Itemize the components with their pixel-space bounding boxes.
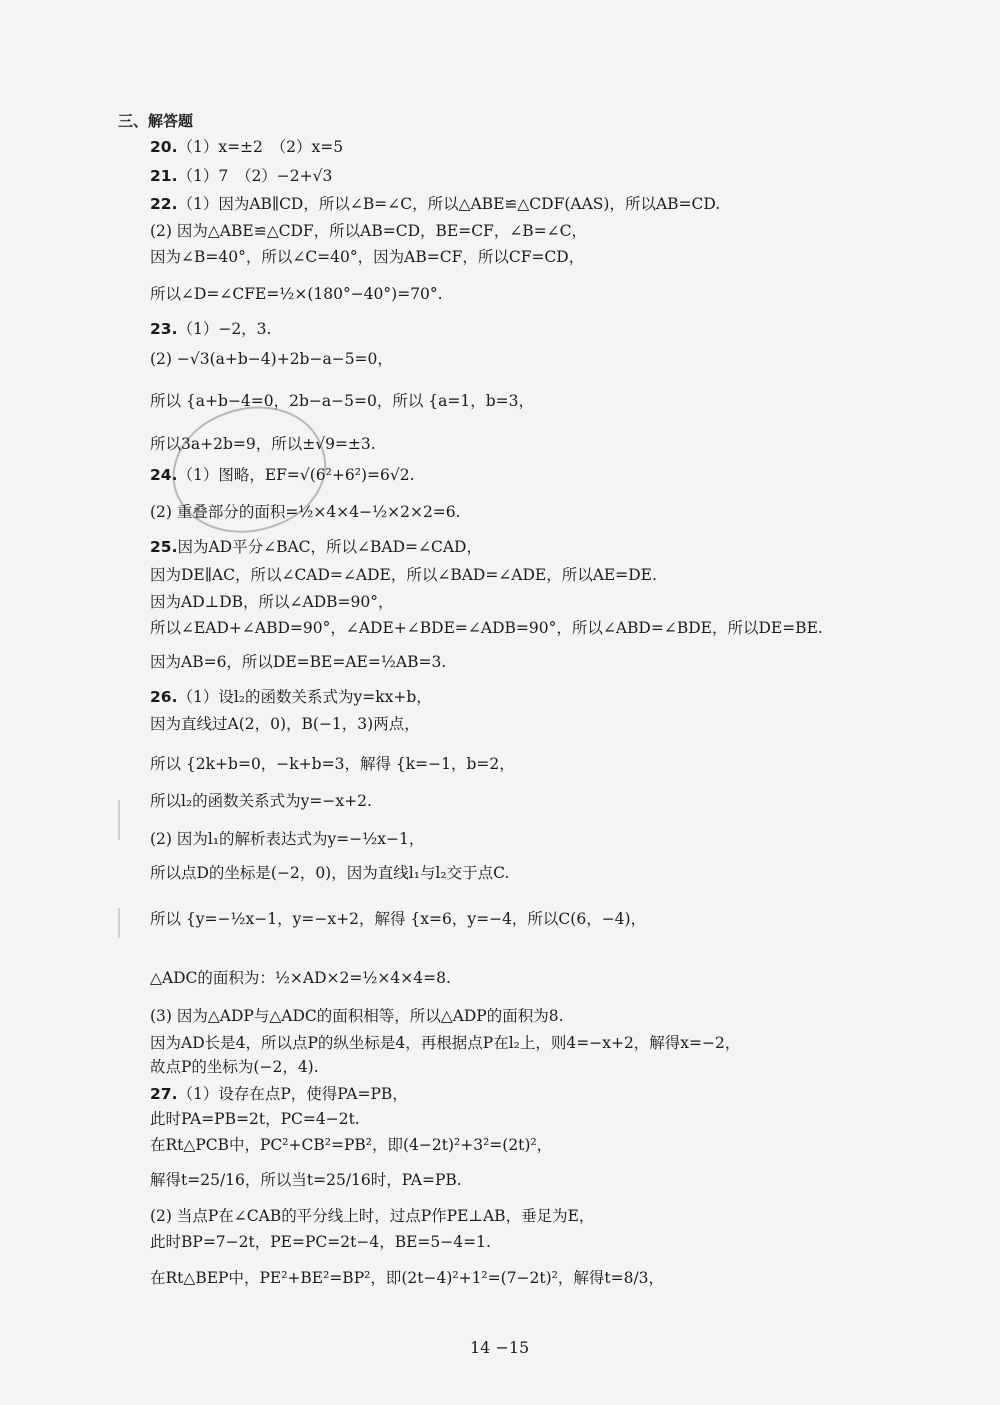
scan-edge-mark [118, 800, 120, 840]
answer-line: 此时BP=7−2t，PE=PC=2t−4，BE=5−4=1. [150, 1233, 491, 1251]
answer-line: 此时PA=PB=2t，PC=4−2t. [150, 1110, 360, 1128]
answer-line: 所以l₂的函数关系式为y=−x+2. [150, 792, 372, 810]
answer-line: 因为∠B=40°，所以∠C=40°，因为AB=CF，所以CF=CD， [150, 248, 585, 266]
answer-line: (2) −√3(a+b−4)+2b−a−5=0， [150, 350, 393, 368]
answer-line: (2) 重叠部分的面积=½×4×4−½×2×2=6. [150, 503, 461, 521]
answer-line: 20.（1）x=±2 （2）x=5 [150, 138, 344, 156]
answer-line: 因为DE∥AC，所以∠CAD=∠ADE，所以∠BAD=∠ADE，所以AE=DE. [150, 566, 657, 584]
answer-line: 27.（1）设存在点P，使得PA=PB， [150, 1085, 408, 1103]
page-number: 14 −15 [470, 1338, 530, 1357]
answer-line: 所以 {2k+b=0，−k+b=3，解得 {k=−1，b=2， [150, 755, 515, 773]
answer-line: 因为AB=6，所以DE=BE=AE=½AB=3. [150, 653, 447, 671]
answer-line: 24.（1）图略，EF=√(6²+6²)=6√2. [150, 466, 415, 484]
answer-line: (2) 当点P在∠CAB的平分线上时，过点P作PE⊥AB，垂足为E， [150, 1207, 595, 1225]
answer-line: 25.因为AD平分∠BAC，所以∠BAD=∠CAD， [150, 538, 482, 556]
section-title: 三、解答题 [118, 112, 194, 130]
answer-line: 21.（1）7 （2）−2+√3 [150, 167, 333, 185]
answer-line: 解得t=25/16，所以当t=25/16时，PA=PB. [150, 1171, 462, 1189]
answer-line: (2) 因为l₁的解析表达式为y=−½x−1， [150, 830, 425, 848]
answer-line: 23.（1）−2，3. [150, 320, 272, 338]
answer-line: 故点P的坐标为(−2，4). [150, 1058, 319, 1076]
answer-line: 因为直线过A(2，0)，B(−1，3)两点， [150, 715, 420, 733]
answer-line: 因为AD长是4，所以点P的纵坐标是4，再根据点P在l₂上，则4=−x+2，解得x=−2， [150, 1034, 741, 1052]
answer-line: 所以3a+2b=9，所以±√9=±3. [150, 435, 376, 453]
answer-line: 所以∠D=∠CFE=½×(180°−40°)=70°. [150, 285, 443, 303]
answer-line: 所以点D的坐标是(−2，0)，因为直线l₁与l₂交于点C. [150, 864, 510, 882]
answer-line: (3) 因为△ADP与△ADC的面积相等，所以△ADP的面积为8. [150, 1007, 564, 1025]
answer-line: 因为AD⊥DB，所以∠ADB=90°， [150, 593, 394, 611]
answer-line: 在Rt△BEP中，PE²+BE²=BP²，即(2t−4)²+1²=(7−2t)²，解得t=8/3， [150, 1269, 665, 1287]
answer-line: 22.（1）因为AB∥CD，所以∠B=∠C，所以△ABE≌△CDF(AAS)，所以AB=CD. [150, 195, 721, 213]
answer-line: 26.（1）设l₂的函数关系式为y=kx+b， [150, 688, 432, 706]
answer-line: 在Rt△PCB中，PC²+CB²=PB²，即(4−2t)²+3²=(2t)²， [150, 1136, 553, 1154]
scan-edge-mark [118, 908, 120, 938]
answer-line: (2) 因为△ABE≌△CDF，所以AB=CD，BE=CF，∠B=∠C， [150, 222, 588, 240]
answer-line: 所以 {y=−½x−1，y=−x+2，解得 {x=6，y=−4，所以C(6，−4)， [150, 910, 647, 928]
answer-line: △ADC的面积为：½×AD×2=½×4×4=8. [150, 969, 451, 987]
answer-line: 所以∠EAD+∠ABD=90°，∠ADE+∠BDE=∠ADB=90°，所以∠ABD=∠BDE，所以DE=BE. [150, 619, 823, 637]
answer-line: 所以 {a+b−4=0，2b−a−5=0，所以 {a=1，b=3， [150, 392, 534, 410]
